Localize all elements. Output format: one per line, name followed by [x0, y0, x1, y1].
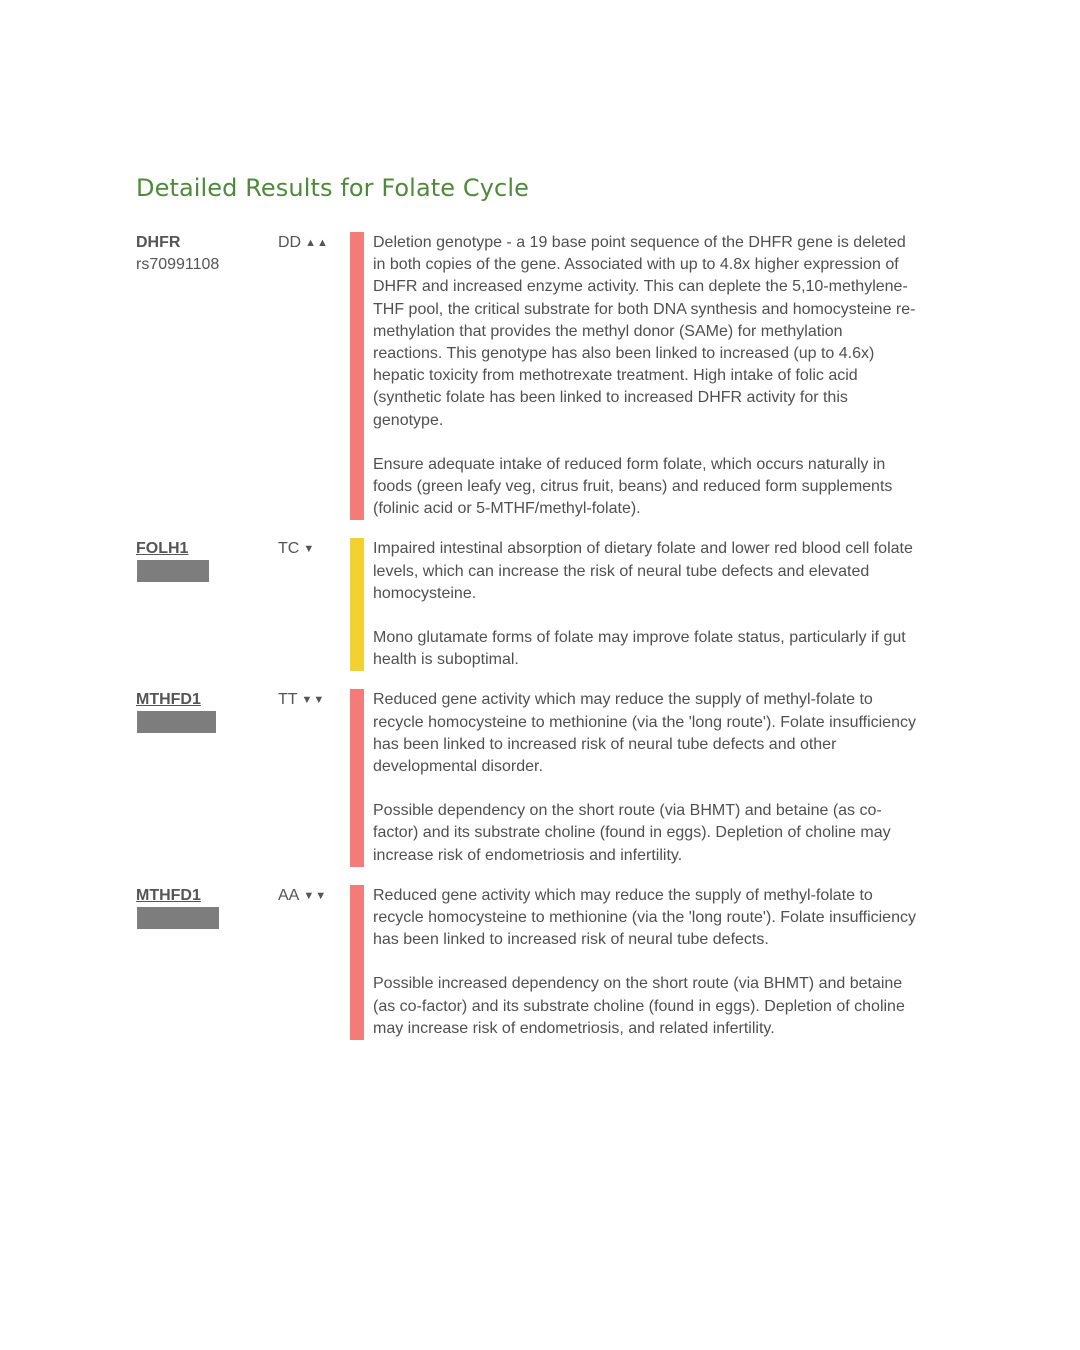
down-arrows-icon: ▼▼ [303, 889, 328, 902]
genotype-cell [278, 538, 350, 671]
description [373, 232, 916, 520]
description-paragraph: Possible increased dependency on the short route (via BHMT) and betaine (as co-factor) and its substrate choline (found in eggs). Depletion of choline may increase risk of endometriosis, and related infertility. [373, 975, 905, 1037]
description [373, 885, 916, 1040]
description-paragraph: Deletion genotype - a 19 base point sequence of the DHFR gene is deleted in both copies of the gene. Associated with up to 4.8x higher expression of DHFR and increased enzyme activity. This can deplete the 5,10-methylene-THF pool, the critical substrate for both DNA synthesis and homocysteine re-methylation that provides the methyl donor (SAMe) for methylation reactions. This genotype has also been linked to increased (up to 4.6x) hepatic toxicity from methotrexate treatment. High intake of folic acid (synthetic folate has been linked to increased DHFR activity for this genotype. [373, 234, 916, 429]
gene-cell [136, 885, 278, 1040]
gene-name: MTHFD1 [136, 886, 201, 904]
gene-cell [136, 538, 278, 671]
genotype-cell [278, 689, 350, 866]
down-arrow-icon: ▼ [303, 543, 316, 556]
risk-bar-red [350, 885, 364, 1040]
result-row-mthfd1-tt [136, 689, 916, 866]
gene-name: DHFR [136, 234, 181, 251]
genotype-label: TC [278, 540, 300, 558]
gene-name: MTHFD1 [136, 691, 201, 709]
description-paragraph: Reduced gene activity which may reduce the supply of methyl-folate to recycle homocysteine to methionine (via the 'long route'). Folate insufficiency has been linked to increased risk of neural tube defects and other developmental disorder. [373, 691, 916, 776]
risk-bar-red [350, 232, 364, 520]
gene-cell [136, 689, 278, 866]
description-paragraph: Impaired intestinal absorption of dietary folate and lower red blood cell folate levels, which can increase the risk of neural tube defects and elevated homocysteine. [373, 540, 913, 602]
result-row-folh1 [136, 538, 916, 671]
results-list [136, 232, 916, 1040]
report-page [136, 172, 916, 1058]
redacted-block [137, 560, 209, 582]
result-row-mthfd1-aa [136, 885, 916, 1040]
up-arrows-icon: ▲▲ [305, 237, 329, 249]
redacted-block [137, 907, 219, 929]
rsid-label: rs70991108 [136, 256, 220, 273]
genotype-label: TT [278, 691, 298, 709]
description-paragraph: Mono glutamate forms of folate may improve folate status, particularly if gut health is suboptimal. [373, 629, 906, 669]
genotype-cell [278, 885, 350, 1040]
gene-cell [136, 232, 278, 520]
result-row-dhfr [136, 232, 916, 520]
redacted-block [137, 711, 216, 733]
genotype-cell [278, 232, 350, 520]
description-paragraph: Ensure adequate intake of reduced form folate, which occurs naturally in foods (green leafy veg, citrus fruit, beans) and reduced form supplements (folinic acid or 5-MTHF/methyl-folate). [373, 455, 893, 518]
genotype-label: DD [278, 234, 302, 251]
description [373, 689, 916, 866]
genotype-label: AA [278, 886, 300, 904]
gene-name: FOLH1 [136, 540, 189, 558]
description-paragraph: Reduced gene activity which may reduce the supply of methyl-folate to recycle homocysteine to methionine (via the 'long route'). Folate insufficiency has been linked to increased risk of neural tube defects. [373, 886, 916, 949]
risk-bar-yellow [350, 538, 364, 671]
risk-bar-red [350, 689, 364, 866]
description [373, 538, 916, 671]
down-arrows-icon: ▼▼ [301, 694, 326, 707]
section-title: Detailed Results for Folate Cycle [136, 174, 529, 202]
description-paragraph: Possible dependency on the short route (via BHMT) and betaine (as co-factor) and its substrate choline (found in eggs). Depletion of choline may increase risk of endometriosis and infertility. [373, 802, 891, 864]
